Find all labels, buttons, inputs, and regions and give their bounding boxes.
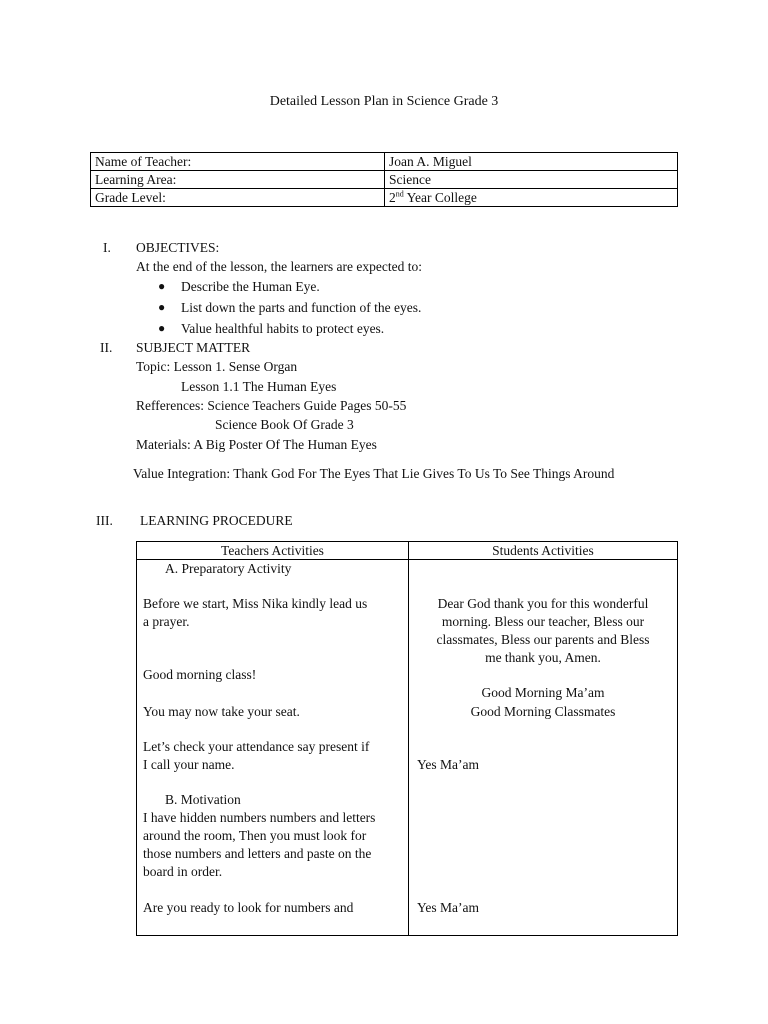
- teacher-text: around the room, Then you must look for: [143, 828, 367, 843]
- students-activities-header: Students Activities: [409, 542, 678, 560]
- grade-level-value: [385, 189, 678, 207]
- student-text: me thank you, Amen.: [485, 650, 601, 665]
- student-text: Dear God thank you for this wonderful: [437, 596, 649, 611]
- table-row: [137, 560, 678, 936]
- document-title: Detailed Lesson Plan in Science Grade 3: [269, 94, 499, 109]
- bullet-icon: ●: [158, 279, 166, 293]
- teacher-text: a prayer.: [143, 614, 190, 629]
- students-activities-cell: [409, 560, 678, 936]
- teachers-activities-header: Teachers Activities: [137, 542, 409, 560]
- value-integration-line: Value Integration: Thank God For The Eyes That Lie Gives To Us To See Things Around: [133, 466, 615, 481]
- objective-item: Value healthful habits to protect eyes.: [181, 321, 385, 336]
- teacher-text: Good morning class!: [143, 667, 257, 682]
- objectives-heading: OBJECTIVES:: [136, 240, 220, 255]
- objectives-numeral: I.: [103, 240, 111, 255]
- teacher-info-table: [90, 152, 678, 207]
- table-row: [91, 153, 678, 171]
- topic-subline: Lesson 1.1 The Human Eyes: [181, 379, 337, 394]
- teachers-activities-cell: [137, 560, 409, 936]
- student-text: Yes Ma’am: [417, 900, 480, 915]
- student-text: Yes Ma’am: [417, 757, 480, 772]
- student-text: classmates, Bless our parents and Bless: [436, 632, 650, 647]
- subject-heading: SUBJECT MATTER: [136, 340, 251, 355]
- grade-rest: Year College: [403, 190, 477, 205]
- teacher-label: Name of Teacher:: [91, 153, 385, 171]
- teacher-text: You may now take your seat.: [143, 704, 300, 719]
- teacher-text: I call your name.: [143, 757, 235, 772]
- learning-procedure-table: [136, 541, 678, 936]
- procedure-heading: LEARNING PROCEDURE: [140, 513, 293, 528]
- objectives-intro: At the end of the lesson, the learners are expected to:: [136, 259, 423, 274]
- learning-area-label: Learning Area:: [91, 171, 385, 189]
- references-subline: Science Book Of Grade 3: [215, 417, 354, 432]
- grade-number: 2: [389, 190, 396, 205]
- teacher-text: board in order.: [143, 864, 223, 879]
- student-text: morning. Bless our teacher, Bless our: [441, 614, 645, 629]
- grade-level-label: Grade Level:: [91, 189, 385, 207]
- student-text: Good Morning Ma’am: [481, 685, 605, 700]
- table-row: [91, 171, 678, 189]
- grade-ordinal: nd: [395, 189, 404, 199]
- references-line: Refferences: Science Teachers Guide Pages 50-55: [136, 398, 407, 413]
- teacher-text: Are you ready to look for numbers and: [143, 900, 354, 915]
- procedure-numeral: III.: [96, 513, 113, 528]
- subject-numeral: II.: [100, 340, 113, 355]
- teacher-text: Before we start, Miss Nika kindly lead us: [143, 596, 368, 611]
- table-header-row: [137, 542, 678, 560]
- bullet-icon: ●: [158, 300, 166, 314]
- teacher-text: those numbers and letters and paste on the: [143, 846, 372, 861]
- student-text: Good Morning Classmates: [470, 704, 616, 719]
- topic-line: Topic: Lesson 1. Sense Organ: [136, 359, 298, 374]
- objective-item: List down the parts and function of the eyes.: [181, 300, 422, 315]
- objective-item: Describe the Human Eye.: [181, 279, 320, 294]
- teacher-text: Let’s check your attendance say present if: [143, 739, 370, 754]
- bullet-icon: ●: [158, 321, 166, 335]
- preparatory-activity-heading: A. Preparatory Activity: [165, 561, 292, 576]
- motivation-heading: B. Motivation: [165, 792, 241, 807]
- teacher-text: I have hidden numbers numbers and letters: [143, 810, 376, 825]
- learning-area-value: Science: [385, 171, 678, 189]
- table-row: [91, 189, 678, 207]
- teacher-value: Joan A. Miguel: [385, 153, 678, 171]
- materials-line: Materials: A Big Poster Of The Human Eyes: [136, 437, 377, 452]
